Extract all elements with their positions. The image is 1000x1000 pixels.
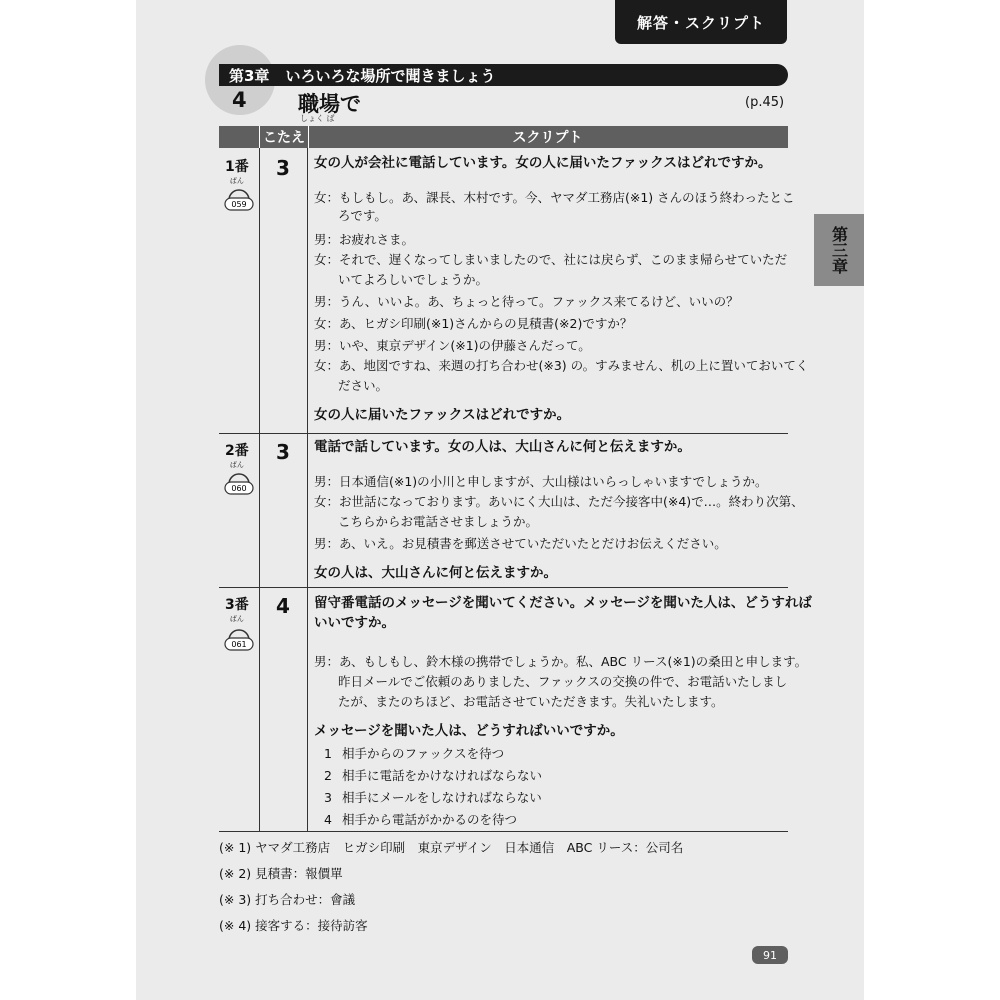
answer-value: 4: [276, 594, 290, 618]
footnote: (※ 2) 見積書：報價單: [219, 866, 343, 881]
lesson-number: 4: [232, 88, 247, 112]
row-divider: [219, 587, 788, 588]
answer-option: 2 相手に電話をかけなければならない: [324, 768, 543, 783]
lesson-title-ruby: しょく ば: [300, 114, 335, 123]
footnote: (※ 3) 打ち合わせ：會議: [219, 892, 356, 907]
footnote: (※ 1) ヤマダ工務店 ヒガシ印刷 東京デザイン 日本通信 ABC リース：公司名: [219, 840, 684, 855]
row-divider: [219, 433, 788, 434]
script-line: 昨日メールでご依頼のありました、ファックスの交換の件で、お電話いたしまし: [338, 674, 788, 689]
column-divider: [307, 148, 308, 832]
script-line: 男：あ、もしもし、鈴木様の携帯でしょうか。私、ABC リース(※1)の桑田と申します。: [314, 654, 808, 669]
script-line: 男：あ、いえ。お見積書を郵送させていただいたとだけお伝えください。: [314, 536, 727, 551]
answer-option: 3 相手にメールをしなければならない: [324, 790, 542, 805]
question-repeat: 女の人に届いたファックスはどれですか。: [314, 407, 571, 423]
script-line: 男：うん、いいよ。あ、ちょっと待って。ファックス来てるけど、いいの？: [314, 294, 739, 309]
script-line: 男：お疲れさま。: [314, 232, 415, 247]
footnotes: [219, 838, 683, 942]
svg-text:059: 059: [231, 200, 247, 209]
answer-script-table: [219, 126, 812, 832]
script-line: たが、またのちほど、お電話させていただきます。失礼いたします。: [338, 694, 724, 709]
script-line: いてよろしいでしょうか。: [338, 272, 489, 287]
column-answer: こたえ: [259, 126, 309, 148]
item-number: 1番 ばん: [225, 159, 249, 185]
chapter-heading: [219, 64, 788, 86]
audio-track-icon: [223, 186, 255, 212]
script-line: 女：お世話になっております。あいにく大山は、ただ今接客中(※4)で…。終わり次第、: [314, 494, 804, 509]
question-text-line2: いいですか。: [314, 615, 395, 631]
script-line: 女：あ、ヒガシ印刷(※1)さんからの見積書(※2)ですか？: [314, 316, 633, 331]
chapter-side-tab: 第三章: [814, 214, 864, 286]
question-repeat: メッセージを聞いた人は、どうすればいいですか。: [314, 723, 624, 739]
row-divider: [219, 831, 788, 832]
footnote: (※ 4) 接客する：接待訪客: [219, 918, 368, 933]
script-line: 女：もしもし。あ、課長、木村です。今、ヤマダ工務店(※1) さんのほう終わったとこ: [314, 190, 795, 205]
item-number: 2番 ばん: [225, 443, 249, 469]
question-text-line1: 留守番電話のメッセージを聞いてください。メッセージを聞いた人は、どうすれば: [314, 595, 812, 611]
item-number: 3番 ばん: [225, 597, 249, 623]
script-line: ださい。: [338, 378, 389, 393]
table-header: [219, 126, 788, 148]
answer-value: 3: [276, 156, 290, 180]
question-text: 女の人が会社に電話しています。女の人に届いたファックスはどれですか。: [314, 155, 772, 171]
question-repeat: 女の人は、大山さんに何と伝えますか。: [314, 565, 557, 581]
page-number: 91: [752, 946, 788, 964]
column-script: スクリプト: [512, 130, 583, 146]
answer-option: 1 相手からのファックスを待つ: [324, 746, 505, 761]
script-line: 男：日本通信(※1)の小川と申しますが、大山様はいらっしゃいますでしょうか。: [314, 474, 768, 489]
answer-option: 4 相手から電話がかかるのを待つ: [324, 812, 518, 827]
audio-track-icon: [223, 470, 255, 496]
script-line: 女：それで、遅くなってしまいましたので、社には戻らず、このまま帰らせていただ: [314, 252, 788, 267]
answer-value: 3: [276, 440, 290, 464]
script-line: 男：いや、東京デザイン(※1)の伊藤さんだって。: [314, 338, 591, 353]
svg-text:061: 061: [231, 640, 247, 649]
script-line: 女：あ、地図ですね、来週の打ち合わせ(※3) の。すみません、机の上に置いておいてく: [314, 358, 809, 373]
column-divider: [259, 148, 260, 832]
chapter-title: いろいろな場所で聞きましょう: [285, 66, 496, 85]
question-text: 電話で話しています。女の人は、大山さんに何と伝えますか。: [314, 439, 691, 455]
script-line: こちらからお電話させましょうか。: [338, 514, 539, 529]
script-line: ろです。: [338, 208, 387, 223]
svg-text:060: 060: [231, 484, 247, 493]
lesson-title: 職場で: [298, 92, 361, 116]
chapter-number: 第3章: [229, 66, 270, 85]
section-tab: 解答・スクリプト: [615, 0, 787, 44]
page-reference: (p.45): [745, 95, 785, 110]
audio-track-icon: [223, 626, 255, 652]
